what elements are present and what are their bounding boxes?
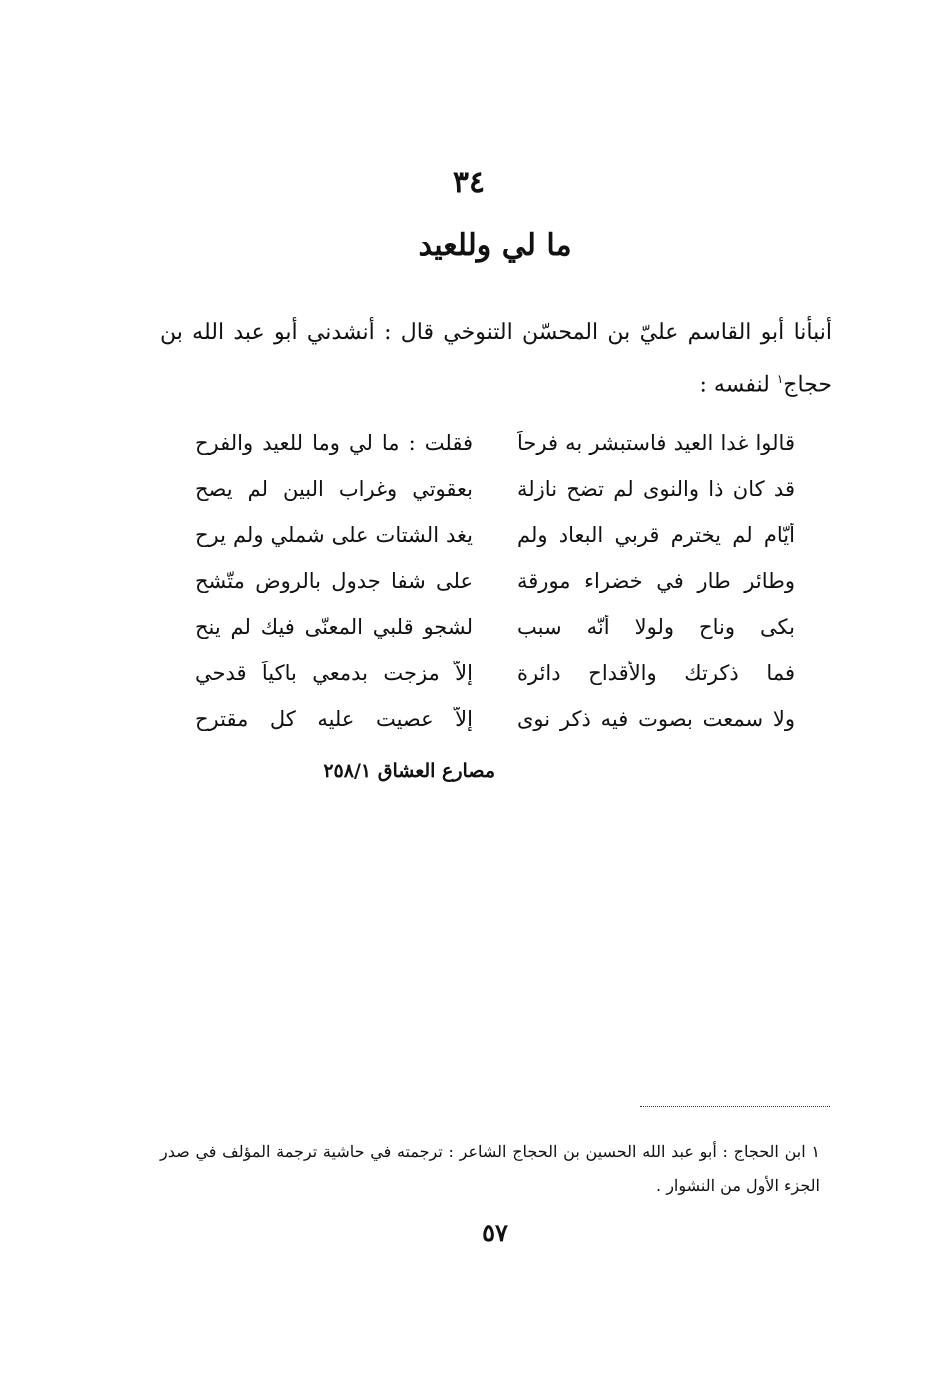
verse (195, 650, 795, 696)
footnote-marker: ١ (811, 1142, 821, 1161)
page-number: ٥٧ (482, 1218, 508, 1247)
verse-second-hemistich: على شفا جدول بالروض متّشح (195, 569, 473, 593)
verse-first-hemistich: فما ذكرتك والأقداح دائرة (517, 661, 795, 685)
intro-paragraph (160, 310, 832, 408)
verse-first-hemistich: قد كان ذا والنوى لم تضح نازلة (517, 477, 795, 501)
footnote-divider (640, 1106, 830, 1107)
verse (195, 604, 795, 650)
verse-second-hemistich: لشجو قلبي المعنّى فيك لم ينح (195, 615, 473, 639)
section-title: ما لي وللعيد (418, 228, 572, 263)
intro-text-end: لنفسه : (699, 372, 777, 398)
footnote-text: ابن الحجاج : أبو عبد الله الحسين بن الحجاج الشاعر : ترجمته في حاشية ترجمة المؤلف في صدر الجزء الأول من النشوار . (160, 1142, 820, 1195)
verse-second-hemistich: فقلت : ما لي وما للعيد والفرح (195, 431, 473, 455)
verse-second-hemistich: إلاّ عصيت عليه كل مقترح (195, 707, 473, 731)
verse (195, 696, 795, 742)
verse-first-hemistich: قالوا غدا العيد فاستبشر به فرحاً (517, 431, 795, 455)
verse-first-hemistich: وطائر طار في خضراء مورقة (517, 569, 795, 593)
verse-second-hemistich: إلاّ مزجت بدمعي باكياً قدحي (195, 661, 473, 685)
source-citation: مصارع العشاق ٢٥٨/١ (323, 760, 495, 782)
section-number: ٣٤ (452, 165, 486, 200)
verse (195, 558, 795, 604)
footnote (160, 1135, 820, 1203)
intro-text: أنبأنا أبو القاسم عليّ بن المحسّن التنوخي قال : أنشدني أبو عبد الله بن حجاج (160, 320, 832, 398)
verse (195, 420, 795, 466)
verse (195, 512, 795, 558)
verse-first-hemistich: بكى وناح ولولا أنّه سبب (517, 615, 795, 639)
verse-second-hemistich: بعقوتي وغراب البين لم يصح (195, 477, 473, 501)
verse-first-hemistich: أيّام لم يخترم قربي البعاد ولم (517, 523, 795, 547)
verse (195, 466, 795, 512)
footnote-reference[interactable]: ١ (776, 372, 784, 386)
verse-second-hemistich: يغد الشتات على شملي ولم يرح (195, 523, 473, 547)
verse-first-hemistich: ولا سمعت بصوت فيه ذكر نوى (517, 707, 795, 731)
poem (195, 420, 795, 742)
